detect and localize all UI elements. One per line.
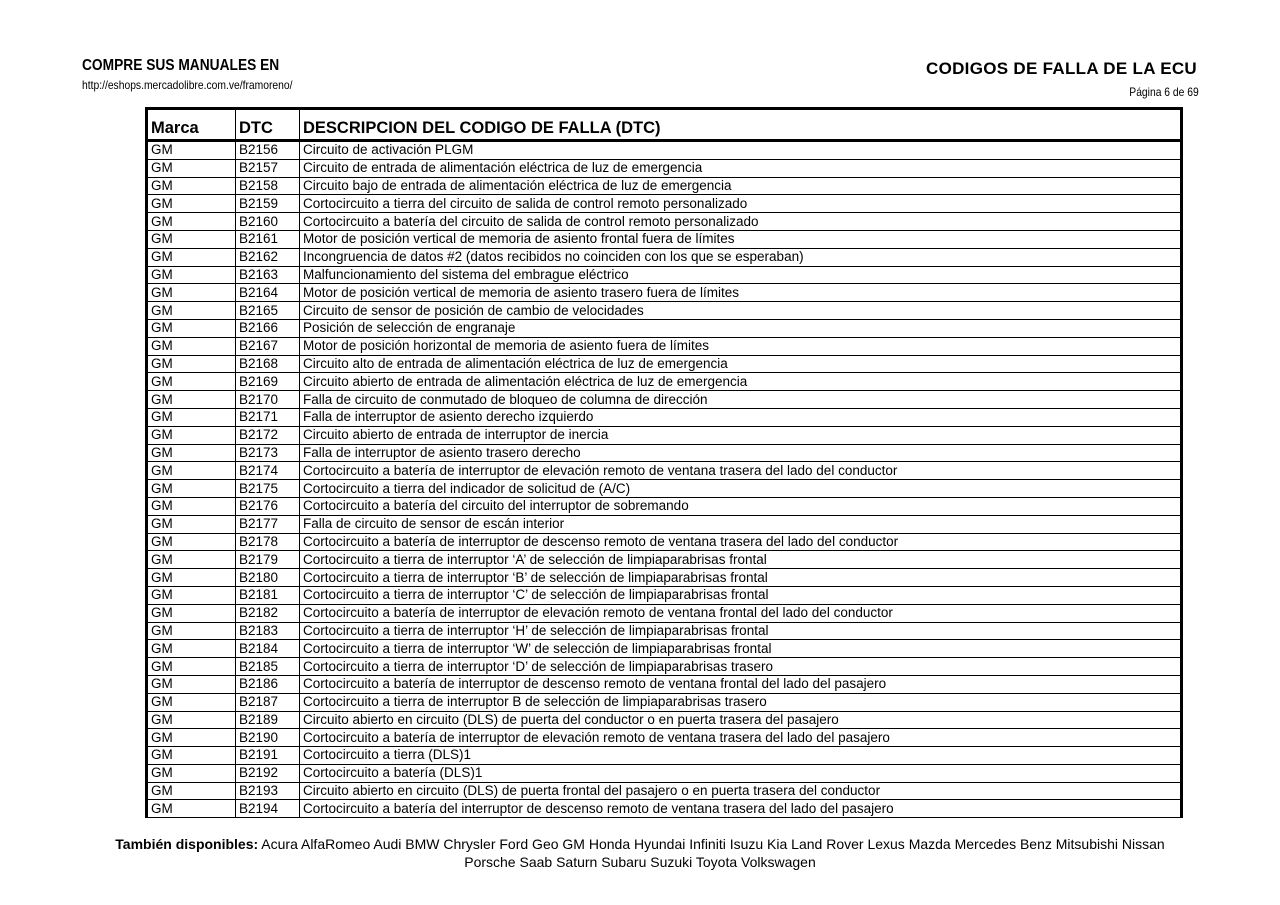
table-row xyxy=(147,284,1182,302)
table-row xyxy=(147,693,1182,711)
cell-descripcion: Circuito bajo de entrada de alimentación eléctrica de luz de emergencia xyxy=(300,177,1182,195)
table-row xyxy=(147,302,1182,320)
cell-descripcion: Cortocircuito a tierra de interruptor ‘H’ de selección de limpiaparabrisas frontal xyxy=(300,622,1182,640)
cell-dtc: B2174 xyxy=(236,462,300,480)
cell-marca: GM xyxy=(147,782,236,800)
table-row xyxy=(147,355,1182,373)
cell-descripcion: Motor de posición vertical de memoria de asiento trasero fuera de límites xyxy=(300,284,1182,302)
cell-dtc: B2157 xyxy=(236,159,300,177)
cell-marca: GM xyxy=(147,408,236,426)
cell-marca: GM xyxy=(147,444,236,462)
cell-dtc: B2180 xyxy=(236,569,300,587)
table-row xyxy=(147,640,1182,658)
table-row xyxy=(147,551,1182,569)
table-row xyxy=(147,391,1182,409)
cell-descripcion: Circuito abierto de entrada de alimentación eléctrica de luz de emergencia xyxy=(300,373,1182,391)
column-header-dtc: DTC xyxy=(236,109,300,141)
cell-dtc: B2191 xyxy=(236,747,300,765)
cell-dtc: B2184 xyxy=(236,640,300,658)
table-row xyxy=(147,480,1182,498)
cell-dtc: B2171 xyxy=(236,408,300,426)
cell-marca: GM xyxy=(147,711,236,729)
cell-dtc: B2172 xyxy=(236,426,300,444)
cell-descripcion: Falla de interruptor de asiento derecho izquierdo xyxy=(300,408,1182,426)
cell-descripcion: Falla de circuito de sensor de escán interior xyxy=(300,515,1182,533)
table-row xyxy=(147,195,1182,213)
cell-dtc: B2163 xyxy=(236,266,300,284)
table-row xyxy=(147,373,1182,391)
cell-marca: GM xyxy=(147,658,236,676)
cell-marca: GM xyxy=(147,586,236,604)
cell-dtc: B2168 xyxy=(236,355,300,373)
cell-dtc: B2181 xyxy=(236,586,300,604)
cell-dtc: B2182 xyxy=(236,604,300,622)
cell-descripcion: Cortocircuito a tierra de interruptor ‘B’ de selección de limpiaparabrisas frontal xyxy=(300,569,1182,587)
cell-descripcion: Cortocircuito a batería de interruptor de elevación remoto de ventana trasera del lado del pasajero xyxy=(300,729,1182,747)
table-row xyxy=(147,444,1182,462)
table-row xyxy=(147,604,1182,622)
cell-marca: GM xyxy=(147,391,236,409)
table-row xyxy=(147,177,1182,195)
cell-marca: GM xyxy=(147,497,236,515)
cell-dtc: B2192 xyxy=(236,764,300,782)
cell-dtc: B2162 xyxy=(236,248,300,266)
cell-marca: GM xyxy=(147,693,236,711)
cell-dtc: B2194 xyxy=(236,800,300,818)
cell-dtc: B2178 xyxy=(236,533,300,551)
cell-dtc: B2177 xyxy=(236,515,300,533)
cell-marca: GM xyxy=(147,640,236,658)
cell-marca: GM xyxy=(147,622,236,640)
cell-marca: GM xyxy=(147,319,236,337)
table-row xyxy=(147,248,1182,266)
document-title: CODIGOS DE FALLA DE LA ECU xyxy=(926,59,1197,78)
cell-descripcion: Falla de circuito de conmutado de bloqueo de columna de dirección xyxy=(300,391,1182,409)
cell-dtc: B2179 xyxy=(236,551,300,569)
cell-dtc: B2158 xyxy=(236,177,300,195)
cell-dtc: B2161 xyxy=(236,230,300,248)
table-row xyxy=(147,782,1182,800)
table-row xyxy=(147,141,1182,160)
dtc-table xyxy=(145,107,1183,818)
cell-dtc: B2159 xyxy=(236,195,300,213)
cell-marca: GM xyxy=(147,426,236,444)
page-indicator: Página 6 de 69 xyxy=(1129,85,1199,99)
cell-descripcion: Cortocircuito a tierra del indicador de solicitud de (A/C) xyxy=(300,480,1182,498)
cell-marca: GM xyxy=(147,195,236,213)
column-header-marca: Marca xyxy=(147,109,236,141)
cell-descripcion: Cortocircuito a tierra de interruptor ‘D’ de selección de limpiaparabrisas trasero xyxy=(300,658,1182,676)
dtc-table-body xyxy=(147,141,1182,818)
cell-marca: GM xyxy=(147,337,236,355)
cell-marca: GM xyxy=(147,266,236,284)
table-row xyxy=(147,408,1182,426)
table-row xyxy=(147,800,1182,818)
cell-marca: GM xyxy=(147,159,236,177)
cell-marca: GM xyxy=(147,675,236,693)
table-row xyxy=(147,319,1182,337)
cell-descripcion: Cortocircuito a batería de interruptor de descenso remoto de ventana trasera del lado del conductor xyxy=(300,533,1182,551)
cell-descripcion: Incongruencia de datos #2 (datos recibidos no coinciden con los que se esperaban) xyxy=(300,248,1182,266)
cell-marca: GM xyxy=(147,248,236,266)
cell-descripcion: Cortocircuito a batería del circuito del interruptor de sobremando xyxy=(300,497,1182,515)
cell-marca: GM xyxy=(147,213,236,231)
cell-descripcion: Circuito alto de entrada de alimentación eléctrica de luz de emergencia xyxy=(300,355,1182,373)
cell-marca: GM xyxy=(147,551,236,569)
footer-brands-line2: Porsche Saab Saturn Subaru Suzuki Toyota Volkswagen xyxy=(464,854,816,870)
table-row xyxy=(147,497,1182,515)
cell-descripcion: Cortocircuito a tierra del circuito de salida de control remoto personalizado xyxy=(300,195,1182,213)
table-row xyxy=(147,729,1182,747)
cell-descripcion: Circuito de entrada de alimentación eléctrica de luz de emergencia xyxy=(300,159,1182,177)
cell-marca: GM xyxy=(147,569,236,587)
cell-descripcion: Cortocircuito a batería del circuito de salida de control remoto personalizado xyxy=(300,213,1182,231)
cell-marca: GM xyxy=(147,533,236,551)
cell-marca: GM xyxy=(147,141,236,160)
cell-descripcion: Motor de posición vertical de memoria de asiento frontal fuera de límites xyxy=(300,230,1182,248)
cell-descripcion: Cortocircuito a batería del interruptor de descenso remoto de ventana trasera del lado del pasajero xyxy=(300,800,1182,818)
cell-descripcion: Falla de interruptor de asiento trasero derecho xyxy=(300,444,1182,462)
cell-descripcion: Cortocircuito a tierra de interruptor ‘C’ de selección de limpiaparabrisas frontal xyxy=(300,586,1182,604)
cell-descripcion: Circuito de activación PLGM xyxy=(300,141,1182,160)
cell-marca: GM xyxy=(147,373,236,391)
cell-dtc: B2169 xyxy=(236,373,300,391)
cell-dtc: B2170 xyxy=(236,391,300,409)
footer-brands-line1: Acura AlfaRomeo Audi BMW Chrysler Ford Geo GM Honda Hyundai Infiniti Isuzu Kia Land Rover Lexus Mazda Mercedes Benz Mitsubishi Nissan xyxy=(261,836,1165,852)
table-row xyxy=(147,213,1182,231)
table-row xyxy=(147,747,1182,765)
cell-dtc: B2165 xyxy=(236,302,300,320)
cell-descripcion: Malfuncionamiento del sistema del embrague eléctrico xyxy=(300,266,1182,284)
cell-marca: GM xyxy=(147,747,236,765)
cell-dtc: B2156 xyxy=(236,141,300,160)
cell-marca: GM xyxy=(147,800,236,818)
cell-dtc: B2190 xyxy=(236,729,300,747)
cell-descripcion: Posición de selección de engranaje xyxy=(300,319,1182,337)
cell-marca: GM xyxy=(147,355,236,373)
cell-descripcion: Cortocircuito a tierra (DLS)1 xyxy=(300,747,1182,765)
table-row xyxy=(147,266,1182,284)
cell-dtc: B2187 xyxy=(236,693,300,711)
cell-marca: GM xyxy=(147,230,236,248)
cell-dtc: B2160 xyxy=(236,213,300,231)
cell-descripcion: Circuito abierto de entrada de interruptor de inercia xyxy=(300,426,1182,444)
table-row xyxy=(147,711,1182,729)
cell-descripcion: Cortocircuito a tierra de interruptor B de selección de limpiaparabrisas trasero xyxy=(300,693,1182,711)
cell-dtc: B2167 xyxy=(236,337,300,355)
table-row xyxy=(147,569,1182,587)
footer-available-brands xyxy=(82,835,1198,871)
cell-dtc: B2164 xyxy=(236,284,300,302)
cell-descripcion: Cortocircuito a tierra de interruptor ‘W’ de selección de limpiaparabrisas frontal xyxy=(300,640,1182,658)
table-row xyxy=(147,337,1182,355)
header-left-title: COMPRE SUS MANUALES EN xyxy=(82,57,280,74)
cell-dtc: B2166 xyxy=(236,319,300,337)
cell-dtc: B2175 xyxy=(236,480,300,498)
cell-descripcion: Cortocircuito a batería de interruptor de descenso remoto de ventana frontal del lado del pasajero xyxy=(300,675,1182,693)
cell-dtc: B2173 xyxy=(236,444,300,462)
table-row xyxy=(147,533,1182,551)
table-row xyxy=(147,515,1182,533)
cell-marca: GM xyxy=(147,177,236,195)
table-row xyxy=(147,586,1182,604)
cell-descripcion: Circuito de sensor de posición de cambio de velocidades xyxy=(300,302,1182,320)
cell-dtc: B2185 xyxy=(236,658,300,676)
table-row xyxy=(147,159,1182,177)
cell-descripcion: Motor de posición horizontal de memoria de asiento fuera de límites xyxy=(300,337,1182,355)
cell-dtc: B2193 xyxy=(236,782,300,800)
table-row xyxy=(147,764,1182,782)
table-row xyxy=(147,230,1182,248)
cell-marca: GM xyxy=(147,604,236,622)
table-row xyxy=(147,675,1182,693)
cell-marca: GM xyxy=(147,462,236,480)
dtc-table-header xyxy=(147,109,1182,141)
cell-descripcion: Circuito abierto en circuito (DLS) de puerta del conductor o en puerta trasera del pasajero xyxy=(300,711,1182,729)
cell-descripcion: Circuito abierto en circuito (DLS) de puerta frontal del pasajero o en puerta trasera del conductor xyxy=(300,782,1182,800)
cell-marca: GM xyxy=(147,515,236,533)
cell-marca: GM xyxy=(147,729,236,747)
cell-dtc: B2186 xyxy=(236,675,300,693)
table-row xyxy=(147,462,1182,480)
table-row xyxy=(147,658,1182,676)
table-row xyxy=(147,426,1182,444)
header-store-url[interactable]: http://eshops.mercadolibre.com.ve/framoreno/ xyxy=(82,78,293,92)
cell-descripcion: Cortocircuito a tierra de interruptor ‘A’ de selección de limpiaparabrisas frontal xyxy=(300,551,1182,569)
cell-dtc: B2183 xyxy=(236,622,300,640)
column-header-descripcion: DESCRIPCION DEL CODIGO DE FALLA (DTC) xyxy=(300,109,1182,141)
cell-descripcion: Cortocircuito a batería de interruptor de elevación remoto de ventana frontal del lado del conductor xyxy=(300,604,1182,622)
cell-marca: GM xyxy=(147,764,236,782)
cell-descripcion: Cortocircuito a batería (DLS)1 xyxy=(300,764,1182,782)
cell-marca: GM xyxy=(147,480,236,498)
table-row xyxy=(147,622,1182,640)
cell-marca: GM xyxy=(147,284,236,302)
cell-descripcion: Cortocircuito a batería de interruptor de elevación remoto de ventana trasera del lado del conductor xyxy=(300,462,1182,480)
footer-label: También disponibles: xyxy=(115,836,259,852)
cell-marca: GM xyxy=(147,302,236,320)
cell-dtc: B2176 xyxy=(236,497,300,515)
cell-dtc: B2189 xyxy=(236,711,300,729)
